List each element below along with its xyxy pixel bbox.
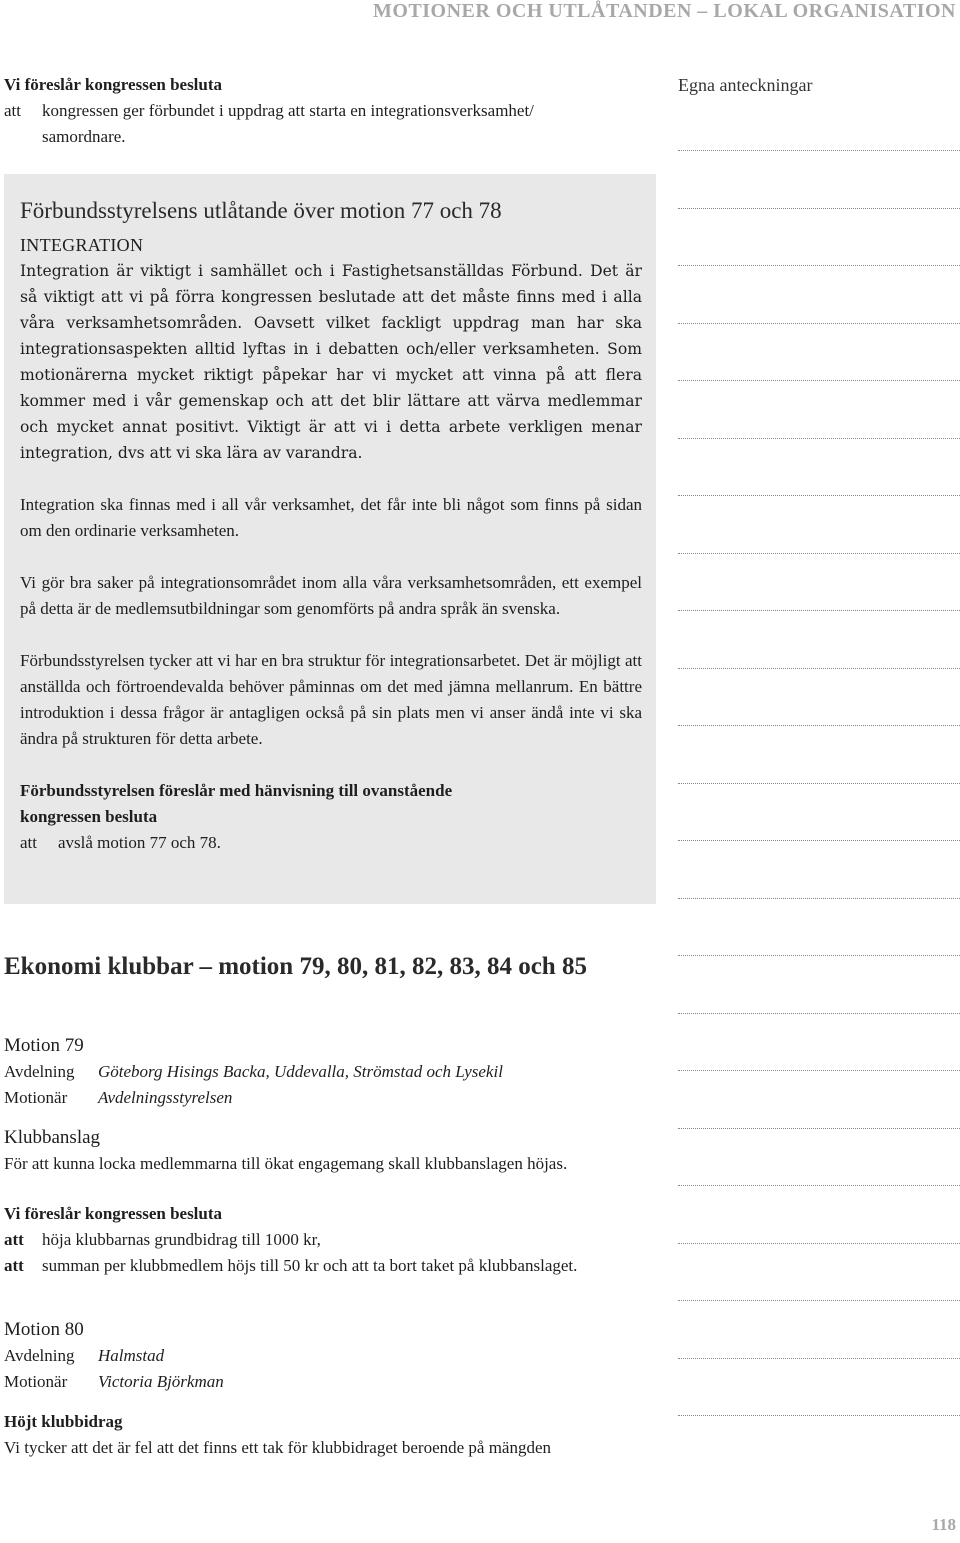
avdelning-label: Avdelning <box>4 1346 75 1365</box>
proposal-text-line2: samordnare. <box>42 127 126 146</box>
note-line <box>678 265 960 266</box>
section-title: Ekonomi klubbar – motion 79, 80, 81, 82, 83, 84 och 85 <box>4 953 587 980</box>
statement-box <box>4 174 656 904</box>
proposal-heading: Vi föreslår kongressen besluta <box>4 75 223 94</box>
statement-para-1: Integration är viktigt i samhället och i Fastighetsanställdas Förbund. Det är så viktigt att vi på förra kongressen beslutade att det måste finns med i alla våra verksamhetsområden. Oavsett vilket fackligt uppdrag man har ska integrationsaspekten alltid lyftas in i debatten och/eller verksamheten. Som motionärerna mycket riktigt påpekar har vi mycket att vinna på att flera kommer med i vår gemenskap och att det blir lättare att värva medlemmar och mycket annat positivt. Viktigt är att vi i detta arbete verkligen menar integration, dvs att vi ska lära av varandra. <box>20 262 642 462</box>
avdelning-row <box>4 1343 656 1369</box>
running-header: MOTIONER OCH UTLÅTANDEN – LOKAL ORGANISATION <box>373 0 956 22</box>
note-line <box>678 553 960 554</box>
motionar-label: Motionär <box>4 1088 68 1107</box>
motion-title: Motion 79 <box>4 1035 84 1056</box>
motion-body: Vi tycker att det är fel att det finns ett tak för klubbidraget beroende på mängden <box>4 1438 552 1457</box>
notes-title: Egna anteckningar <box>678 75 813 95</box>
note-line <box>678 840 960 841</box>
note-line <box>678 610 960 611</box>
note-line <box>678 955 960 956</box>
note-line <box>678 208 960 209</box>
note-line <box>678 783 960 784</box>
motion-proposal-item <box>4 1253 656 1279</box>
motion-subject: Klubbanslag <box>4 1127 101 1148</box>
note-line <box>678 668 960 669</box>
note-line <box>678 725 960 726</box>
note-line <box>678 495 960 496</box>
note-line <box>678 1300 960 1301</box>
statement-para-2: Integration ska finnas med i all vår verksamhet, det får inte bli något som finns på sidan om den ordinarie verksamheten. <box>20 495 642 540</box>
statement-proposal-text: avslå motion 77 och 78. <box>58 833 221 852</box>
motionar-value: Victoria Björkman <box>98 1372 224 1391</box>
proposal-text-line1: kongressen ger förbundet i uppdrag att starta en integrationsverksamhet/ <box>42 101 534 120</box>
statement-title: Förbundsstyrelsens utlåtande över motion 77 och 78 <box>20 198 502 223</box>
att-label: att <box>4 1230 24 1249</box>
att-label: att <box>4 101 21 120</box>
note-line <box>678 438 960 439</box>
statement-para-3: Vi gör bra saker på integrationsområdet inom alla våra verksamhetsområden, ett exempel på detta är de medlemsutbildningar som genomförts på andra språk än svenska. <box>20 573 642 618</box>
note-line <box>678 380 960 381</box>
att-label: att <box>20 833 37 852</box>
motion-title: Motion 80 <box>4 1319 84 1340</box>
notes-column <box>678 72 960 98</box>
note-line <box>678 1358 960 1359</box>
statement-para-4: Förbundsstyrelsen tycker att vi har en bra struktur för integrationsarbetet. Det är möjligt att anställda och förtroendevalda behöver påminnas om det med jämna mellanrum. En bättre introduktion i dessa frågor är antagligen också på sin plats men vi anser ändå inte vi ska ändra på strukturen för detta arbete. <box>20 651 642 748</box>
motion-proposal-item <box>4 1227 656 1253</box>
motionar-label: Motionär <box>4 1372 68 1391</box>
statement-proposal-line1: Förbundsstyrelsen föreslår med hänvisning till ovanstående <box>20 781 453 800</box>
top-proposal <box>4 72 656 150</box>
avdelning-value: Halmstad <box>98 1346 165 1365</box>
motion-subject: Höjt klubbidrag <box>4 1412 123 1431</box>
note-line <box>678 1185 960 1186</box>
note-line <box>678 898 960 899</box>
motionar-row <box>4 1085 656 1111</box>
avdelning-value: Göteborg Hisings Backa, Uddevalla, Strömstad och Lysekil <box>98 1062 503 1081</box>
note-line <box>678 1128 960 1129</box>
motion-proposal-text: summan per klubbmedlem höjs till 50 kr och att ta bort taket på klubbanslaget. <box>42 1256 578 1275</box>
statement-content <box>20 196 642 856</box>
motion-proposal-text: höja klubbarnas grundbidrag till 1000 kr, <box>42 1230 321 1249</box>
proposal-row <box>4 98 656 124</box>
note-line <box>678 1070 960 1071</box>
motion-body: För att kunna locka medlemmarna till ökat engagemang skall klubbanslagen höjas. <box>4 1154 568 1173</box>
motion-80 <box>4 1317 656 1461</box>
page-number: 118 <box>931 1515 956 1534</box>
note-line <box>678 1243 960 1244</box>
note-line <box>678 150 960 151</box>
statement-proposal-row <box>20 830 642 856</box>
motionar-value: Avdelningsstyrelsen <box>98 1088 233 1107</box>
proposal-row-cont <box>4 124 656 150</box>
motion-proposal-heading: Vi föreslår kongressen besluta <box>4 1204 223 1223</box>
motionar-row <box>4 1369 656 1395</box>
note-line <box>678 1013 960 1014</box>
avdelning-label: Avdelning <box>4 1062 75 1081</box>
motion-79 <box>4 1033 656 1279</box>
att-label: att <box>4 1256 24 1275</box>
statement-proposal-line2: kongressen besluta <box>20 807 158 826</box>
statement-subtitle: INTEGRATION <box>20 235 144 255</box>
avdelning-row <box>4 1059 656 1085</box>
note-line <box>678 1415 960 1416</box>
note-line <box>678 323 960 324</box>
